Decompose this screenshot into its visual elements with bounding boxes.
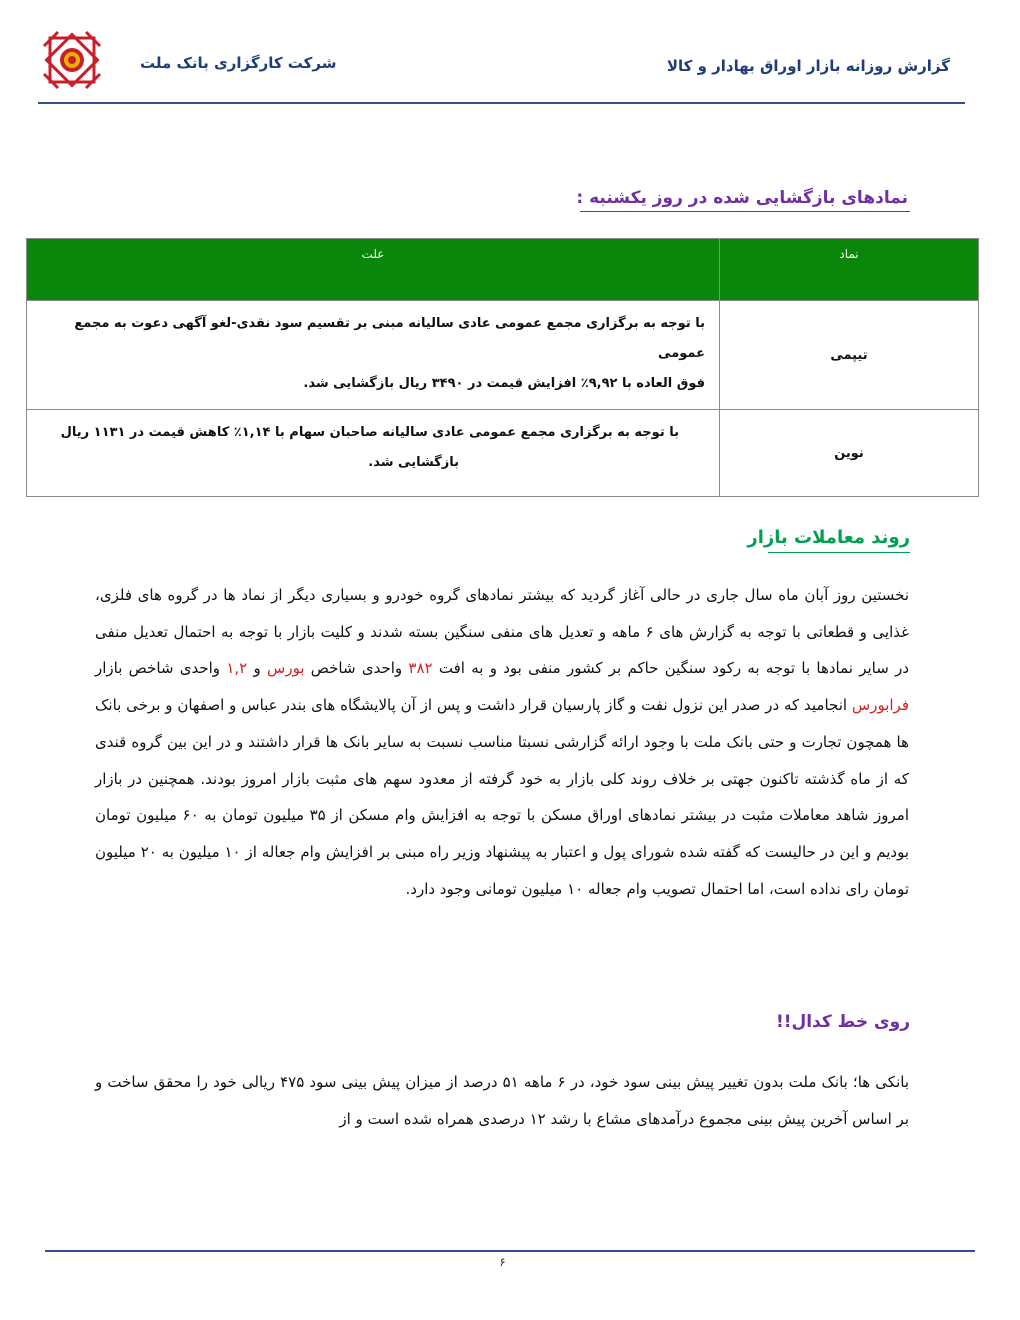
farabourse-drop-value: ۱,۲ xyxy=(226,659,248,678)
reason-cell xyxy=(27,301,720,410)
header-divider xyxy=(38,102,965,104)
page-number: ۶ xyxy=(499,1255,506,1269)
paragraph-text: نخستین روز آبان ماه سال جاری در حالی آغاز گردید که بیشتر نمادهای گروه خودرو و بسیاری دیگر از نماد ها در گروه های فلزی، غذایی و قطعاتی با توجه به گزارش های ۶ ماهه و تعدیل های منفی سنگین بسته شدند و کلیت بازار با توجه به احتمال تعدیل منفی در سایر نمادها با توجه به رکود سنگین حاکم بر کشور منفی بود و به افت xyxy=(95,586,910,678)
column-header-symbol: نماد xyxy=(720,239,979,301)
index-drop-value: ۳۸۲ xyxy=(408,659,433,678)
paragraph-text: انجامید که در صدر این نزول نفت و گاز پارسیان قرار داشت و پس از آن پالایشگاه های بندر عباس و اصفهان و برخی بانک ها همچون تجارت و حتی بانک ملت با وجود ارائه گزارشی نسبتا مناسب نسبت به سایر بانک ها قرار داشتند و در این بین گروه قندی که از ماه گذشته تاکنون جهتی بر خلاف روند کلی بازار به خود گرفته از معدود سهم های مثبت بازار امروز بودند. همچنین در بازار امروز شاهد معاملات مثبت در بیشتر نمادهای اوراق مسکن با توجه به افزایش وام مسکن از ۳۵ میلیون تومان به ۶۰ میلیون تومان بودیم و این در حالیست که گفته شده شورای پول و اعتبار به پیشنهاد وزیر راه مبنی بر افزایش وام جعاله از ۱۰ میلیون به ۲۰ میلیون تومان رای نداده است، اما احتمال تصویب وام جعاله ۱۰ میلیون تومانی وجود دارد. xyxy=(95,696,910,898)
symbol-cell: تیپمی xyxy=(720,301,979,410)
paragraph-text: واحدی شاخص xyxy=(310,659,403,678)
footer-divider xyxy=(45,1250,975,1252)
symbol-cell: نوین xyxy=(720,410,979,497)
codal-heading: روی خط کدال!! xyxy=(775,1012,910,1032)
heading-underline xyxy=(768,552,910,553)
reason-line: با توجه به برگزاری مجمع عمومی عادی سالیانه صاحبان سهام با ۱,۱۴٪ کاهش قیمت در ۱۱۳۱ ریال xyxy=(60,425,679,440)
reason-cell xyxy=(27,410,720,497)
reopened-symbols-table xyxy=(26,238,979,497)
farabourse-label: فرابورس xyxy=(851,696,909,715)
table-header-row xyxy=(27,239,979,301)
paragraph-text: و xyxy=(253,659,261,678)
reopened-symbols-heading: نمادهای بازگشایی شده در روز یکشنبه : xyxy=(576,188,908,208)
heading-underline xyxy=(580,211,910,212)
reason-line: با توجه به برگزاری مجمع عمومی عادی سالیانه مبنی بر تقسیم سود نقدی-لغو آگهی دعوت به مجمع عمومی xyxy=(74,316,705,361)
market-trend-paragraph xyxy=(95,577,909,907)
market-trend-heading: روند معاملات بازار xyxy=(747,527,910,548)
report-title: گزارش روزانه بازار اوراق بهادار و کالا xyxy=(666,57,950,75)
table-row xyxy=(27,301,979,410)
reason-line: بازگشایی شد. xyxy=(368,455,459,470)
codal-paragraph: بانکی ها؛ بانک ملت بدون تغییر پیش بینی سود خود، در ۶ ماهه ۵۱ درصد از میزان پیش بینی سود ۴۷۵ ریالی خود را محقق ساخت و بر اساس آخرین پیش بینی مجموع درآمدهای مشاع با رشد ۱۲ درصدی همراه شده است و از xyxy=(95,1073,910,1128)
column-header-reason: علت xyxy=(27,239,720,301)
page-header xyxy=(0,0,1020,110)
paragraph-text: واحدی شاخص بازار xyxy=(95,659,221,678)
bank-mellat-logo-icon xyxy=(40,28,104,92)
bourse-label: بورس xyxy=(267,659,305,678)
company-name: شرکت کارگزاری بانک ملت xyxy=(140,54,337,72)
reason-line: فوق العاده با ۹,۹۲٪ افزایش قیمت در ۳۴۹۰ ریال بازگشایی شد. xyxy=(303,376,705,391)
table-row xyxy=(27,410,979,497)
